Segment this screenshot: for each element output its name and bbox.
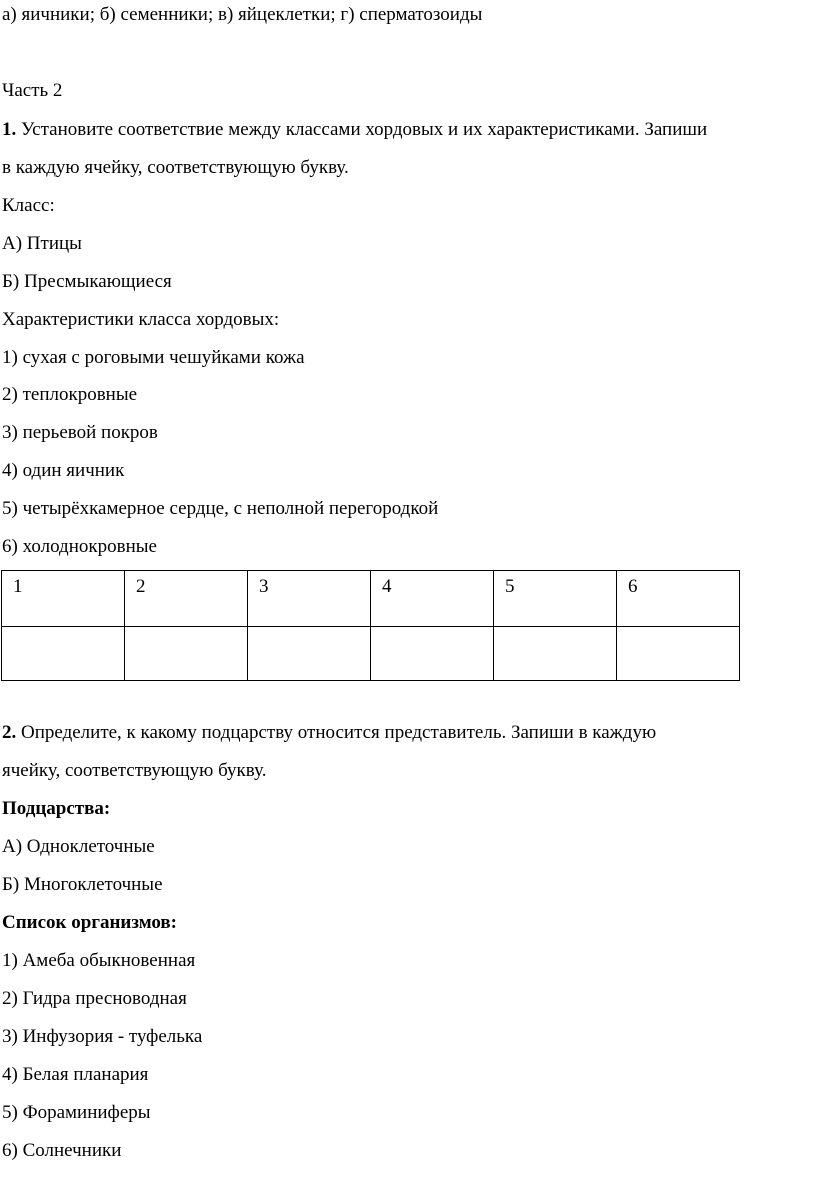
header-label: 6 (628, 576, 638, 597)
answer-table-header-cell (248, 571, 371, 627)
q1-characteristic-item: 4) один яичник (2, 460, 125, 481)
q1-number: 1. (2, 119, 17, 140)
q2-number: 2. (2, 722, 17, 743)
q2-organism-item: 1) Амеба обыкновенная (2, 950, 196, 971)
answer-cell[interactable] (371, 627, 494, 681)
q1-prompt-line-2: в каждую ячейку, соответствующую букву. (2, 157, 349, 178)
header-label: 1 (13, 576, 23, 597)
answer-cell[interactable] (125, 627, 248, 681)
q2-prompt-text: Определите, к какому подцарству относится представитель. Запиши в каждую (16, 722, 657, 743)
q1-class-heading: Класс: (2, 195, 55, 216)
q1-class-item: Б) Пресмыкающиеся (2, 271, 172, 292)
previous-answer-options: а) яичники; б) семенники; в) яйцеклетки; г) сперматозоиды (2, 4, 483, 25)
q2-organism-item: 6) Солнечники (2, 1140, 122, 1161)
answer-table-input-row (2, 627, 740, 681)
q2-organism-item: 4) Белая планария (2, 1064, 149, 1085)
q1-characteristics-heading: Характеристики класса хордовых: (2, 309, 280, 330)
q2-subkingdom-item: А) Одноклеточные (2, 836, 155, 857)
q2-organism-item: 5) Фораминиферы (2, 1102, 151, 1123)
q2-organism-item: 3) Инфузория - туфелька (2, 1026, 203, 1047)
answer-table-header-cell (125, 571, 248, 627)
q2-prompt-line-1 (2, 721, 656, 745)
answer-table-header-cell (2, 571, 125, 627)
q1-prompt-text: Установите соответствие между классами хордовых и их характеристиками. Запиши (16, 119, 708, 140)
q2-prompt-line-2: ячейку, соответствующую букву. (2, 760, 267, 781)
part-title: Часть 2 (2, 80, 63, 101)
q2-organism-item: 2) Гидра пресноводная (2, 988, 187, 1009)
answer-cell[interactable] (494, 627, 617, 681)
answer-cell[interactable] (617, 627, 740, 681)
q2-subkingdom-item: Б) Многоклеточные (2, 874, 163, 895)
answer-cell[interactable] (248, 627, 371, 681)
q1-answer-table (1, 570, 740, 681)
q1-class-item: А) Птицы (2, 233, 82, 254)
header-label: 5 (505, 576, 515, 597)
q1-prompt-line-1 (2, 118, 707, 142)
q1-characteristic-item: 1) сухая с роговыми чешуйками кожа (2, 347, 305, 368)
q1-characteristic-item: 5) четырёхкамерное сердце, с неполной перегородкой (2, 498, 439, 519)
answer-cell[interactable] (2, 627, 125, 681)
answer-table-header-cell (371, 571, 494, 627)
answer-table-header-row (2, 571, 740, 627)
q2-organisms-heading: Список организмов: (2, 912, 178, 933)
q2-subkingdoms-heading: Подцарства: (2, 798, 111, 819)
answer-table-header-cell (617, 571, 740, 627)
q1-characteristic-item: 6) холоднокровные (2, 536, 157, 557)
q1-characteristic-item: 3) перьевой покров (2, 422, 158, 443)
header-label: 4 (382, 576, 392, 597)
q1-characteristic-item: 2) теплокровные (2, 384, 138, 405)
header-label: 3 (259, 576, 269, 597)
header-label: 2 (136, 576, 146, 597)
answer-table-header-cell (494, 571, 617, 627)
